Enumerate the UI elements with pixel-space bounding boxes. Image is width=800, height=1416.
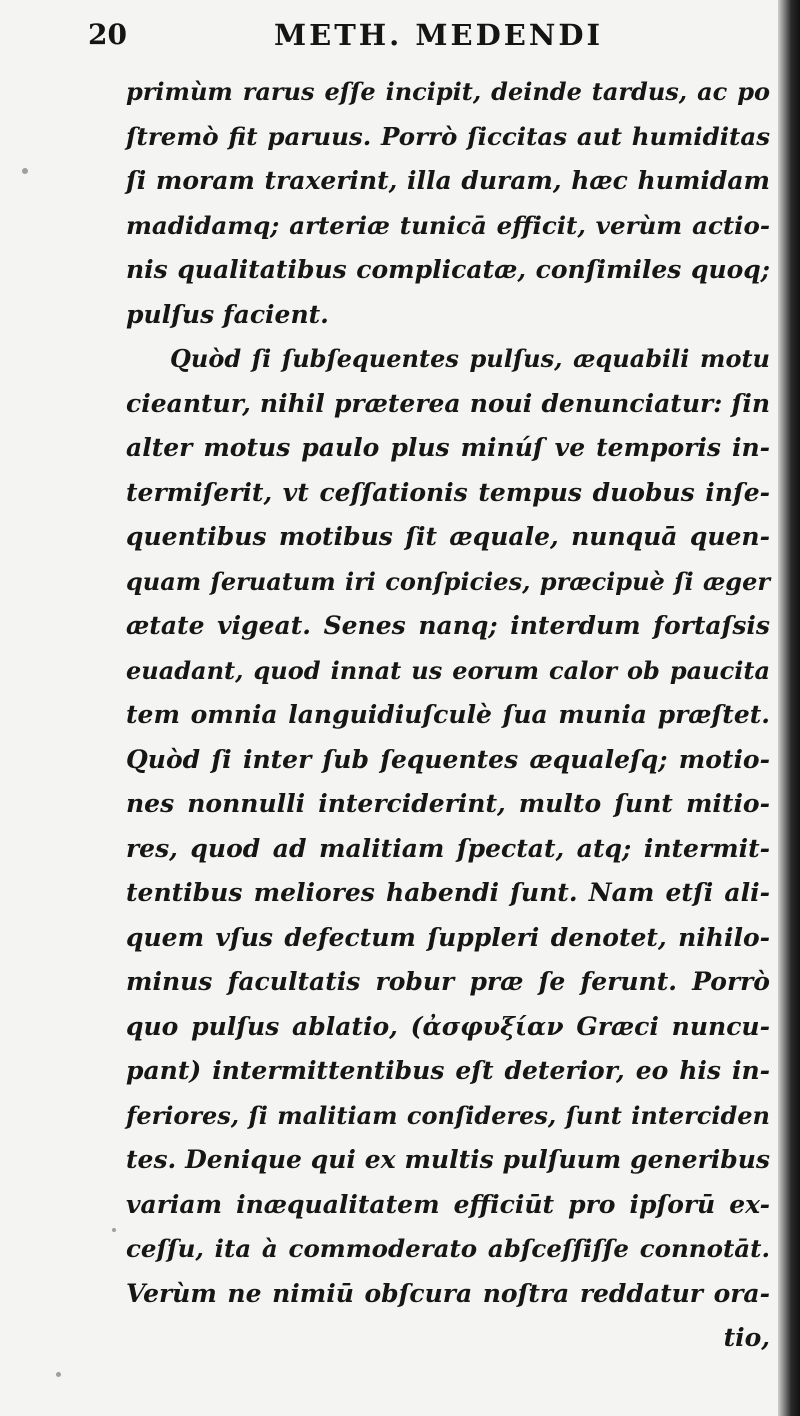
text-line: ſi moram traxerint, illa duram, hæc humidam (126, 166, 770, 195)
text-line: tentibus meliores habendi ſunt. Nam etſi ali- (126, 878, 770, 907)
text-line: nis qualitatibus complicatæ, conſimiles quoq; (126, 255, 770, 284)
ink-speck (112, 1228, 116, 1232)
text-line: variam inæqualitatem efficiūt pro ipſorū ex- (126, 1189, 770, 1219)
text-line: primùm rarus eſſe incipit, deinde tardus, ac po (126, 77, 770, 106)
text-line: euadant, quod innat us eorum calor ob paucita (126, 655, 770, 685)
ink-speck (22, 168, 28, 174)
text-line: pant) intermittentibus eſt deterior, eo his in- (126, 1056, 770, 1085)
text-line: Quòd ſi inter ſub ſequentes æqualeſq; motio- (126, 744, 770, 774)
text-line: quentibus motibus ſit æquale, nunquā quen- (126, 522, 770, 551)
text-line: minus facultatis robur præ ſe ferunt. Porrò (126, 967, 770, 996)
text-line: quo pulſus ablatio, (ἀσφυξίαν Græci nuncu- (126, 1011, 770, 1041)
text-line: cieantur, nihil præterea noui denunciatur: ſin (126, 388, 770, 418)
ink-speck (56, 1372, 61, 1377)
page-header (88, 18, 768, 54)
text-line: Verùm ne nimiū obſcura noſtra reddatur ora- (126, 1278, 770, 1308)
text-line: ſtremò fit paruus. Porrò ſiccitas aut humiditas (126, 121, 770, 151)
text-line: ætate vigeat. Senes nanq; interdum fortaſsis (126, 611, 770, 640)
text-line: Quòd ſi ſubſequentes pulſus, æquabili motu (170, 344, 770, 373)
text-line: tes. Denique qui ex multis pulſuum generibus (126, 1145, 770, 1174)
text-line: nes nonnulli interciderint, multo ſunt mitio- (126, 789, 770, 818)
text-line: quam ſeruatum iri conſpicies, præcipuè ſi æger (126, 566, 770, 596)
page-gutter-shadow (778, 0, 800, 1416)
body-text (126, 70, 770, 1361)
text-line: pulſus facient. (126, 299, 329, 329)
page-number: 20 (88, 18, 127, 51)
text-line: quem vſus defectum ſuppleri denotet, nihilo- (126, 922, 770, 952)
text-line: res, quod ad malitiam ſpectat, atq; intermit- (126, 833, 770, 863)
text-line: alter motus paulo plus minúſ ve temporis in- (126, 433, 770, 462)
text-line: ceſſu, ita à commoderato abſceſſiſſe connotāt. (126, 1234, 770, 1263)
text-line: tio, (723, 1323, 770, 1352)
text-line: feriores, ſi malitiam conſideres, ſunt interciden (126, 1100, 770, 1130)
text-line: termiſerit, vt ceſſationis tempus duobus inſe- (126, 477, 770, 507)
text-line: madidamq; arteriæ tunicā efficit, verùm actio- (126, 210, 770, 240)
running-head: METH. MEDENDI (274, 18, 604, 52)
text-line: tem omnia languidiuſculè ſua munia præſtet. (126, 700, 770, 729)
